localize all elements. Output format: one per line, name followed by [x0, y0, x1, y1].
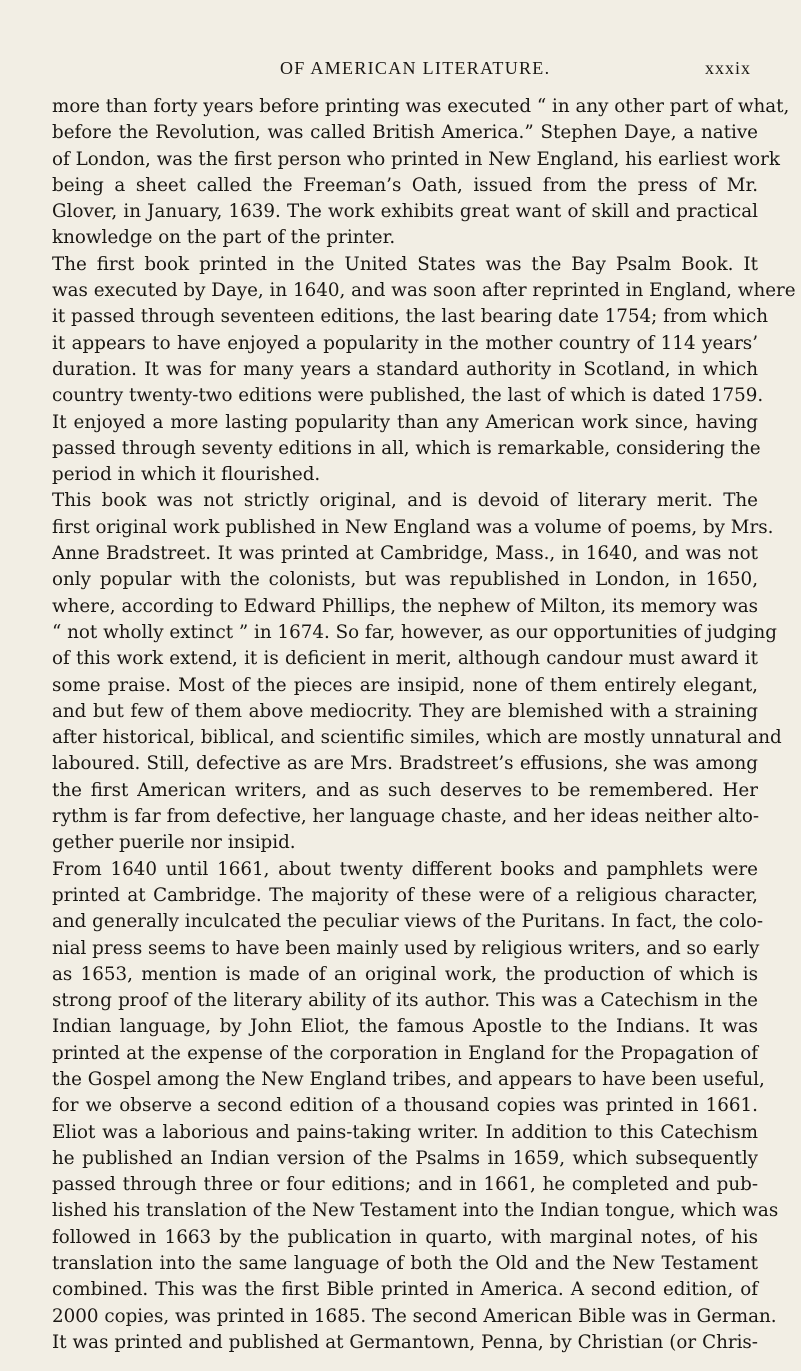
text-line: gether puerile nor insipid.	[52, 832, 296, 854]
text-line: of this work extend, it is deficient in merit, although candour must award it	[52, 648, 758, 670]
text-line: the Gospel among the New England tribes, and appears to have been useful,	[52, 1068, 765, 1090]
text-line: strong proof of the literary ability of its author. This was a Catechism in the	[52, 990, 758, 1012]
text-line: before the Revolution, was called British America.” Stephen Daye, a native	[52, 122, 758, 144]
text-line: This book was not strictly original, and is devoid of literary merit. The	[52, 490, 758, 512]
body-text	[52, 94, 796, 1356]
text-line: period in which it flourished.	[52, 464, 321, 486]
text-line: translation into the same language of both the Old and the New Testament	[52, 1253, 758, 1275]
text-line: some praise. Most of the pieces are insipid, none of them entirely elegant,	[52, 674, 758, 696]
text-line: duration. It was for many years a standard authority in Scotland, in which	[52, 358, 758, 380]
text-line: was executed by Daye, in 1640, and was soon after reprinted in England, where	[52, 280, 796, 302]
text-line: of London, was the first person who printed in New England, his earliest work	[52, 148, 780, 170]
text-line: lished his translation of the New Testament into the Indian tongue, which was	[52, 1200, 779, 1222]
running-head: OF AMERICAN LITERATURE.	[280, 58, 551, 78]
text-line: where, according to Edward Phillips, the nephew of Milton, its memory was	[52, 595, 758, 617]
text-line: printed at the expense of the corporation in England for the Propagation of	[52, 1042, 758, 1064]
text-line: as 1653, mention is made of an original work, the production of which is	[52, 963, 758, 985]
text-line: Eliot was a laborious and pains-taking writer. In addition to this Catechism	[52, 1121, 758, 1143]
text-line: nial press seems to have been mainly used by religious writers, and so early	[52, 937, 760, 959]
text-line: he published an Indian version of the Psalms in 1659, which subsequently	[52, 1147, 758, 1169]
text-line: followed in 1663 by the publication in quarto, with marginal notes, of his	[52, 1226, 758, 1248]
text-line: more than forty years before printing was executed “ in any other part of what,	[52, 96, 790, 117]
text-line: knowledge on the part of the printer.	[52, 227, 396, 249]
text-line: It enjoyed a more lasting popularity than any American work since, having	[52, 411, 758, 433]
text-line: the first American writers, and as such deserves to be remembered. Her	[52, 779, 758, 801]
text-line: rythm is far from defective, her language chaste, and her ideas neither alto-	[52, 806, 759, 828]
text-line: passed through three or four editions; and in 1661, he completed and pub-	[52, 1174, 758, 1196]
text-line: printed at Cambridge. The majority of these were of a religious character,	[52, 884, 758, 906]
text-line: passed through seventy editions in all, which is remarkable, considering the	[52, 437, 761, 459]
text-line: after historical, biblical, and scientific similes, which are mostly unnatural and	[52, 727, 782, 749]
text-line: combined. This was the first Bible printed in America. A second edition, of	[52, 1279, 758, 1301]
page-number: xxxix	[704, 58, 751, 78]
text-line: “ not wholly extinct ” in 1674. So far, however, as our opportunities of judging	[52, 621, 777, 643]
text-line: for we observe a second edition of a thousand copies was printed in 1661.	[52, 1095, 758, 1117]
text-line: Anne Bradstreet. It was printed at Cambridge, Mass., in 1640, and was not	[52, 543, 758, 565]
text-line: it appears to have enjoyed a popularity in the mother country of 114 years’	[52, 332, 758, 354]
text-line: it passed through seventeen editions, the last bearing date 1754; from which	[52, 306, 769, 328]
text-line: and generally inculcated the peculiar views of the Puritans. In fact, the colo-	[52, 911, 764, 933]
text-line: country twenty-two editions were published, the last of which is dated 1759.	[52, 385, 764, 407]
text-line: From 1640 until 1661, about twenty different books and pamphlets were	[52, 858, 758, 880]
text-line: only popular with the colonists, but was republished in London, in 1650,	[52, 569, 758, 591]
text-line: Indian language, by John Eliot, the famous Apostle to the Indians. It was	[52, 1016, 758, 1038]
text-line: The first book printed in the United States was the Bay Psalm Book. It	[52, 253, 758, 275]
text-line: Glover, in January, 1639. The work exhibits great want of skill and practical	[52, 201, 758, 223]
text-line: being a sheet called the Freeman’s Oath, issued from the press of Mr.	[52, 174, 758, 196]
text-line: laboured. Still, defective as are Mrs. Bradstreet’s effusions, she was among	[52, 753, 758, 775]
text-line: and but few of them above mediocrity. They are blemished with a straining	[52, 700, 758, 722]
text-line: first original work published in New England was a volume of poems, by Mrs.	[52, 516, 774, 538]
text-line: 2000 copies, was printed in 1685. The second American Bible was in German.	[52, 1305, 777, 1327]
text-line: It was printed and published at Germantown, Penna, by Christian (or Chris-	[52, 1331, 758, 1353]
